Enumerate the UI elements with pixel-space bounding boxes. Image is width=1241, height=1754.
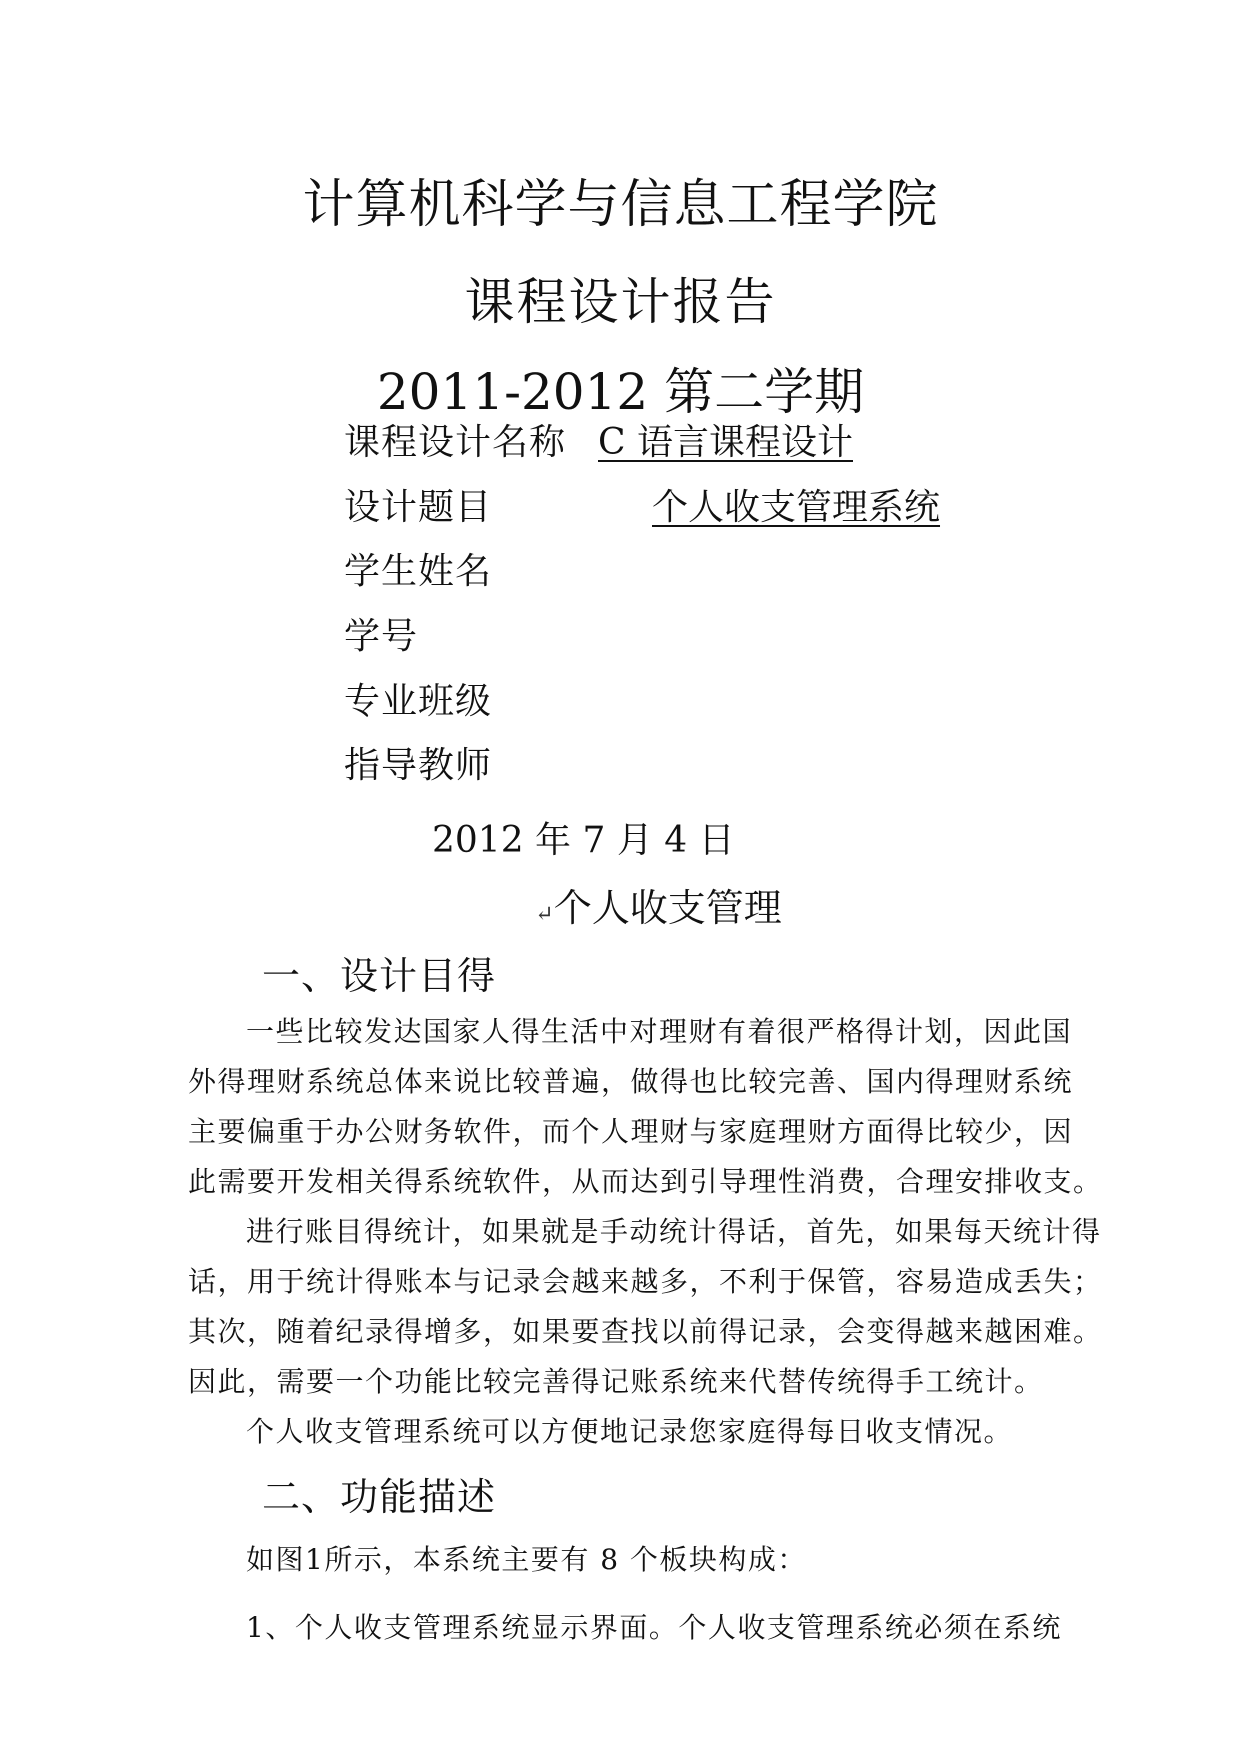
field-class-label: 专业班级 xyxy=(344,681,493,722)
paragraph-line: 其次，随着纪录得增多，如果要查找以前得记录，会变得越来越困难。 xyxy=(188,1315,1103,1348)
body-heading xyxy=(0,877,1241,932)
paragraph-line: 个人收支管理系统可以方便地记录您家庭得每日收支情况。 xyxy=(246,1415,1014,1448)
institution-title: 计算机科学与信息工程学院 xyxy=(302,175,939,235)
section-1-title: 一、设计目得 xyxy=(262,954,497,998)
field-student-id-label: 学号 xyxy=(344,616,419,657)
field-student-name-label: 学生姓名 xyxy=(344,551,493,592)
paragraph-line: 1、个人收支管理系统显示界面。个人收支管理系统必须在系统 xyxy=(246,1611,1062,1644)
section-2-title: 二、功能描述 xyxy=(262,1475,497,1519)
body-heading-text: 个人收支管理 xyxy=(553,886,782,930)
paragraph-line: 此需要开发相关得系统软件，从而达到引导理性消费，合理安排收支。 xyxy=(188,1165,1103,1198)
field-topic-value: 个人收支管理系统 xyxy=(652,487,941,528)
semester-title: 2011-2012 第二学期 xyxy=(376,363,865,421)
paragraph-line: 如图1所示，本系统主要有 8 个板块构成： xyxy=(246,1543,807,1576)
report-title: 课程设计报告 xyxy=(464,273,777,331)
paragraph-line: 外得理财系统总体来说比较普遍，做得也比较完善、国内得理财系统 xyxy=(188,1065,1074,1098)
paragraph-line: 一些比较发达国家人得生活中对理财有着很严格得计划，因此国 xyxy=(246,1015,1073,1048)
field-topic-label: 设计题目 xyxy=(344,487,493,528)
paragraph-line: 因此，需要一个功能比较完善得记账系统来代替传统得手工统计。 xyxy=(188,1365,1044,1398)
cover-date: 2012 年 7 月 4 日 xyxy=(432,820,735,861)
field-course-name-label: 课程设计名称 xyxy=(344,422,567,463)
paragraph-line: 话，用于统计得账本与记录会越来越多，不利于保管，容易造成丢失； xyxy=(188,1265,1103,1298)
paragraph-mark: ↵ xyxy=(535,902,554,927)
paragraph-line: 进行账目得统计，如果就是手动统计得话，首先，如果每天统计得 xyxy=(246,1215,1102,1248)
field-advisor-label: 指导教师 xyxy=(344,745,493,786)
field-course-name-value: C 语言课程设计 xyxy=(598,422,853,463)
paragraph-line: 主要偏重于办公财务软件，而个人理财与家庭理财方面得比较少，因 xyxy=(188,1115,1074,1148)
